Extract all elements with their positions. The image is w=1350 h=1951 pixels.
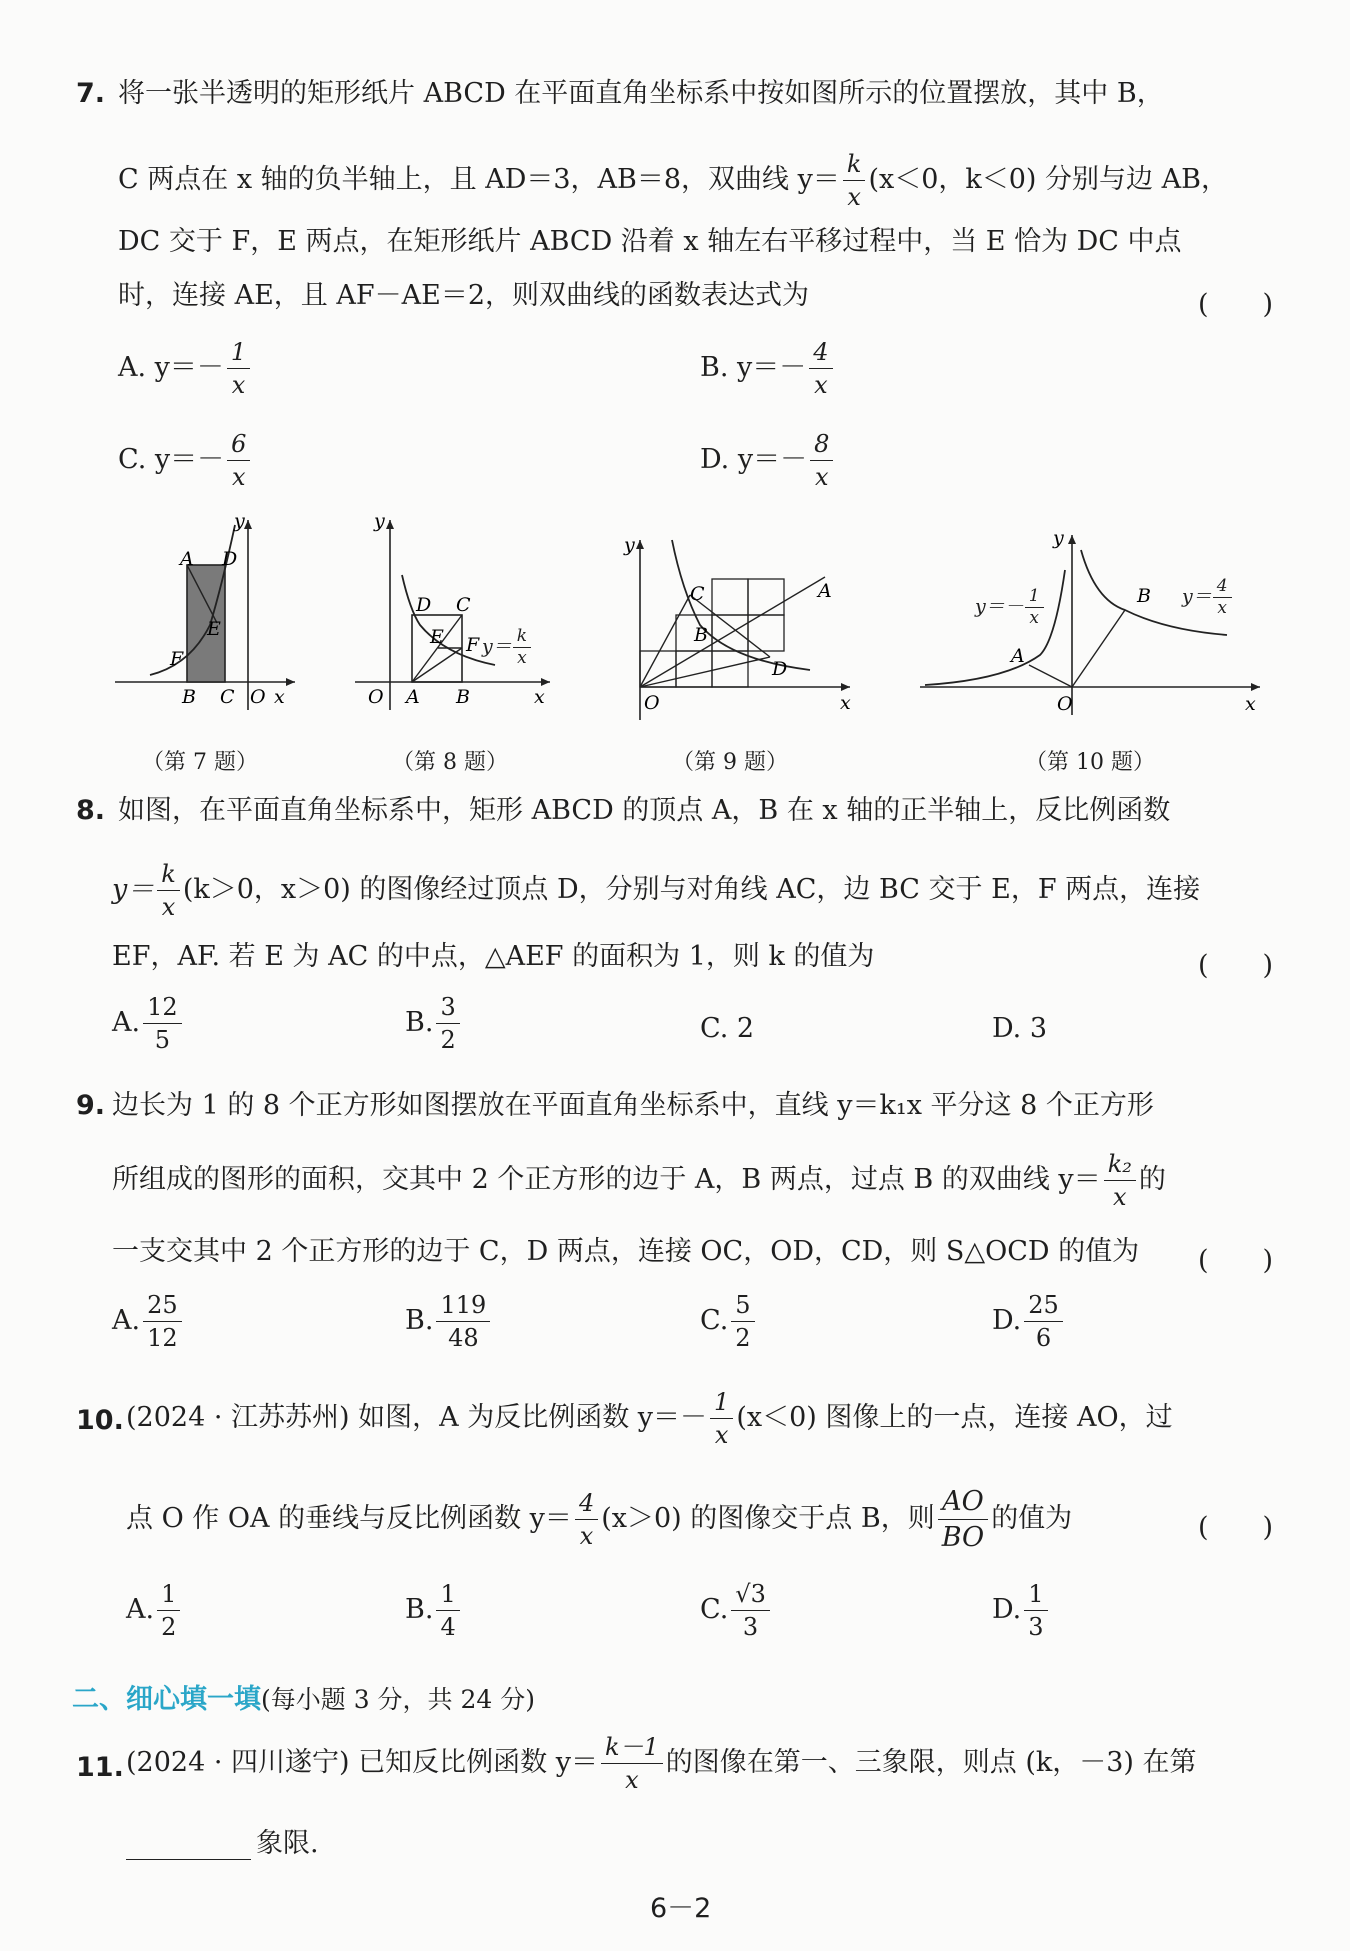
figure-8-caption: （第 8 题） <box>392 750 508 775</box>
svg-text:A: A <box>406 686 420 708</box>
question-number-9: 9. <box>76 1090 106 1121</box>
svg-text:C: C <box>456 594 471 616</box>
svg-text:y: y <box>374 515 385 532</box>
q9-option-a: A. $\frac{25}{12}$ <box>112 1293 185 1350</box>
q10-fraction-4-over-x: $\frac{4}{x}$ <box>575 1491 598 1548</box>
svg-text:A: A <box>180 548 194 570</box>
svg-text:B: B <box>1137 585 1151 607</box>
svg-text:F: F <box>170 648 184 670</box>
svg-text:C: C <box>690 583 705 605</box>
question-number-7: 7. <box>76 78 106 109</box>
svg-text:D: D <box>772 658 788 680</box>
svg-text:x: x <box>534 686 545 708</box>
svg-text:A: A <box>1011 645 1025 667</box>
figure-10-caption: （第 10 题） <box>1025 750 1155 775</box>
q8-line-3: EF，AF. 若 E 为 AC 的中点，△AEF 的面积为 1，则 k 的值为 <box>112 941 875 972</box>
q8-option-a: A. $\frac{12}{5}$ <box>112 995 185 1052</box>
svg-text:x: x <box>274 686 285 708</box>
q10-fraction-1-over-x: $\frac{1}{x}$ <box>710 1390 733 1447</box>
q8-option-d: D. 3 <box>992 1013 1048 1044</box>
q8-fraction-k-over-x: $\frac{k}{x}$ <box>157 862 180 919</box>
figure-8-function-label: y＝ $\frac{k}{x}$ <box>482 628 532 667</box>
svg-text:x: x <box>840 692 851 714</box>
svg-text:D: D <box>222 548 238 570</box>
q9-line-1: 边长为 1 的 8 个正方形如图摆放在平面直角坐标系中，直线 y＝k₁x 平分这 8 个正方形 <box>112 1090 1154 1121</box>
figure-9 <box>610 535 860 725</box>
q11-line-1: (2024 · 四川遂宁) 已知反比例函数 y＝ $\frac{k-1}{x}$ 的图像在第一、三象限，则点 (k，－3) 在第 <box>126 1733 1197 1794</box>
svg-text:A: A <box>818 580 832 602</box>
q8-answer-paren: ( ) <box>1198 950 1274 981</box>
figure-10 <box>915 530 1265 720</box>
figure-10-left-function-label: y＝－ $\frac{1}{x}$ <box>975 588 1045 627</box>
q9-option-b: B. $\frac{119}{48}$ <box>405 1293 493 1350</box>
svg-text:y: y <box>624 535 635 556</box>
q10-fraction-ao-over-bo: $\frac{AO}{BO}$ <box>938 1488 988 1551</box>
section-2-title: 二、细心填一填 <box>72 1684 261 1715</box>
q7-line-2b: (x＜0，k＜0) 分别与边 AB， <box>868 164 1228 195</box>
svg-text:O: O <box>1057 693 1073 715</box>
svg-text:O: O <box>644 692 660 714</box>
svg-text:E: E <box>207 618 221 640</box>
q11-answer-blank[interactable] <box>126 1858 251 1860</box>
q9-line-3: 一支交其中 2 个正方形的边于 C，D 两点，连接 OC，OD，CD，则 S△OCD 的值为 <box>112 1236 1140 1267</box>
svg-text:O: O <box>368 686 384 708</box>
svg-text:F: F <box>466 634 480 656</box>
page-number: 6－2 <box>650 1893 712 1924</box>
figure-8 <box>350 515 560 715</box>
q11-line-2: 象限. <box>256 1828 319 1859</box>
q11-fraction-k-minus-1-over-x: $\frac{k-1}{x}$ <box>601 1735 663 1792</box>
svg-text:B: B <box>456 686 470 708</box>
figure-7 <box>110 515 300 715</box>
q10-line-1: (2024 · 江苏苏州) 如图，A 为反比例函数 y＝－ $\frac{1}{x}$ (x＜0) 图像上的一点，连接 AO，过 <box>126 1388 1173 1449</box>
q7-option-a: A. y＝－ $\frac{1}{x}$ <box>118 340 253 397</box>
q10-option-a: A. $\frac{1}{2}$ <box>126 1582 183 1639</box>
figure-9-caption: （第 9 题） <box>672 750 788 775</box>
q8-option-b: B. $\frac{3}{2}$ <box>405 995 463 1052</box>
q7-fraction-k-over-x: $\frac{k}{x}$ <box>843 152 866 209</box>
q8-line-2: y＝ $\frac{k}{x}$ (k＞0，x＞0) 的图像经过顶点 D，分别与对角线 AC，边 BC 交于 E，F 两点，连接 <box>112 860 1201 921</box>
q10-option-c: C. $\frac{√3}{3}$ <box>700 1582 773 1639</box>
q10-answer-paren: ( ) <box>1198 1512 1274 1543</box>
q10-line-2: 点 O 作 OA 的垂线与反比例函数 y＝ $\frac{4}{x}$ (x＞0) 的图像交于点 B，则 $\frac{AO}{BO}$ 的值为 <box>126 1486 1073 1553</box>
q9-fraction-k2-over-x: $\frac{\text{k₂}}{x}$ <box>1104 1152 1136 1209</box>
q7-line-2 <box>118 152 1228 209</box>
q9-option-c: C. $\frac{5}{2}$ <box>700 1293 758 1350</box>
q8-option-c: C. 2 <box>700 1013 755 1044</box>
svg-text:E: E <box>430 626 444 648</box>
figure-7-caption: （第 7 题） <box>142 750 258 775</box>
svg-text:y: y <box>234 515 245 532</box>
svg-text:x: x <box>1245 693 1256 715</box>
q9-option-d: D. $\frac{25}{6}$ <box>992 1293 1066 1350</box>
svg-text:O: O <box>250 686 266 708</box>
question-number-8: 8. <box>76 795 106 826</box>
svg-text:B: B <box>694 624 708 646</box>
q7-line-4: 时，连接 AE，且 AF－AE＝2，则双曲线的函数表达式为 <box>118 280 809 311</box>
q9-line-2: 所组成的图形的面积，交其中 2 个正方形的边于 A，B 两点，过点 B 的双曲线 y＝ $\frac{\text{k₂}}{x}$ 的 <box>112 1150 1166 1211</box>
q7-option-c: C. y＝－ $\frac{6}{x}$ <box>118 432 253 489</box>
svg-text:B: B <box>182 686 196 708</box>
q10-option-b: B. $\frac{1}{4}$ <box>405 1582 463 1639</box>
figure-10-right-function-label: y＝ $\frac{4}{x}$ <box>1182 578 1233 617</box>
q7-line-2a: C 两点在 x 轴的负半轴上，且 AD＝3，AB＝8，双曲线 y＝ <box>118 164 840 195</box>
svg-text:D: D <box>416 594 432 616</box>
section-2-note: (每小题 3 分，共 24 分) <box>261 1685 536 1714</box>
q7-answer-paren: ( ) <box>1198 289 1274 320</box>
question-number-11: 11. <box>76 1752 124 1783</box>
q8-line-1: 如图，在平面直角坐标系中，矩形 ABCD 的顶点 A，B 在 x 轴的正半轴上，反比例函数 <box>118 795 1171 826</box>
q9-answer-paren: ( ) <box>1198 1245 1274 1276</box>
q7-line-1: 将一张半透明的矩形纸片 ABCD 在平面直角坐标系中按如图所示的位置摆放，其中 B， <box>118 78 1164 109</box>
svg-text:C: C <box>220 686 235 708</box>
section-2-heading <box>72 1677 535 1716</box>
svg-text:y: y <box>1053 530 1064 549</box>
q7-option-b: B. y＝－ $\frac{4}{x}$ <box>700 340 836 397</box>
question-number-10: 10. <box>76 1405 124 1436</box>
q7-option-d: D. y＝－ $\frac{8}{x}$ <box>700 432 836 489</box>
q10-option-d: D. $\frac{1}{3}$ <box>992 1582 1051 1639</box>
q7-line-3: DC 交于 F，E 两点，在矩形纸片 ABCD 沿着 x 轴左右平移过程中，当 E 恰为 DC 中点 <box>118 226 1182 257</box>
